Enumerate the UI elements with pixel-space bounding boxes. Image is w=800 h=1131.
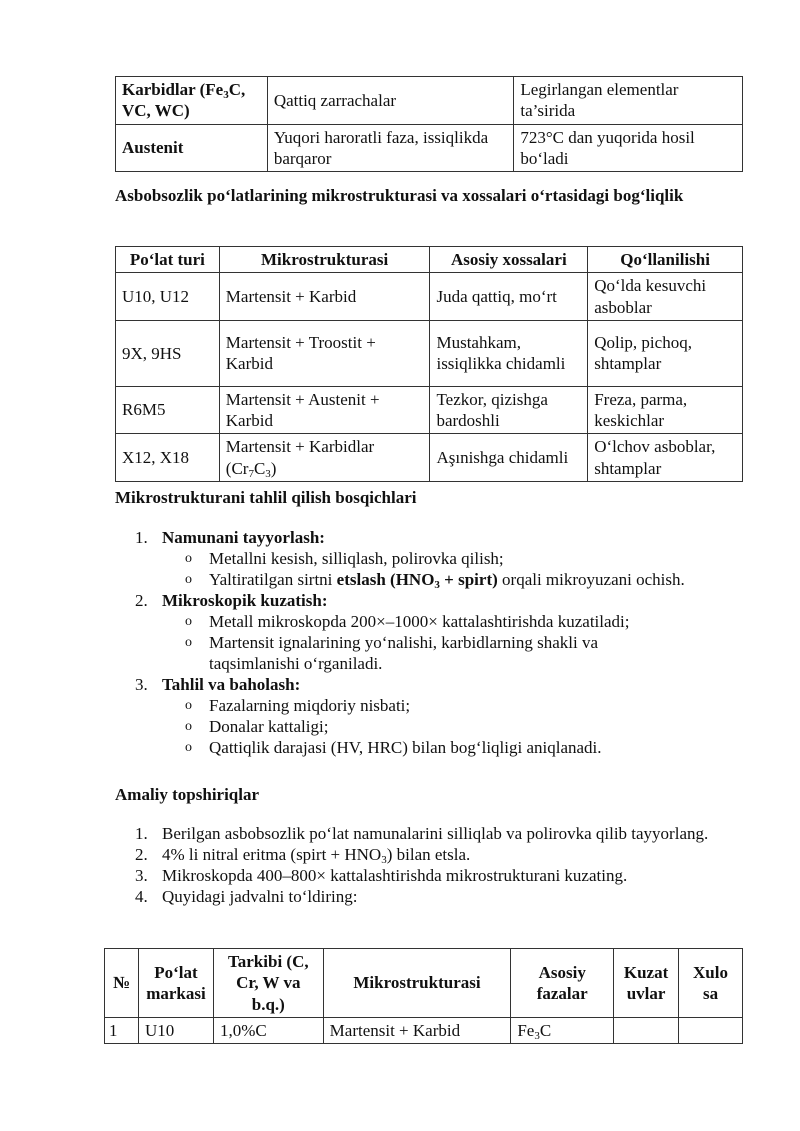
table-cell: Tezkor, qizishga bardoshli: [430, 386, 588, 434]
list-item: o Metallni kesish, silliqlash, polirovka qilish;: [185, 549, 504, 568]
table-cell: Freza, parma, keskichlar: [588, 386, 743, 434]
table-row: [116, 320, 743, 386]
table-cell: U10, U12: [116, 273, 220, 321]
sub-list: [162, 548, 755, 590]
table-cell: Yuqori haroratli faza, issiqlikda barqaror: [267, 124, 514, 172]
table-header: Mikrostrukturasi: [323, 949, 511, 1018]
tasks-list: [115, 823, 715, 907]
table-row: [116, 124, 743, 172]
table-cell: [614, 1017, 679, 1043]
table-cell: [679, 1017, 743, 1043]
table-header: №: [105, 949, 139, 1018]
sub-list: [162, 695, 755, 758]
list-item: o Fazalarning miqdoriy nisbati;: [185, 696, 411, 715]
table-row: [116, 273, 743, 321]
table-header: Po‘lat markasi: [138, 949, 213, 1018]
table-header: Asosiy xossalari: [430, 247, 588, 273]
table-cell: 9X, 9HS: [116, 320, 220, 386]
bullet-icon: o: [185, 572, 192, 587]
table-row: [116, 386, 743, 434]
list-item: o Qattiqlik darajasi (HV, HRC) bilan bog‘liqligi aniqlanadi.: [185, 738, 602, 757]
section-heading: Amaliy topshiriqlar: [115, 785, 260, 804]
table-cell: Legirlangan elementlar ta’sirida: [514, 77, 743, 125]
list-item: o Donalar kattaligi;: [185, 717, 329, 736]
table-cell: X12, X18: [116, 434, 220, 482]
steel-microstructure-table: [115, 246, 743, 482]
sub-list: [162, 611, 755, 674]
section-heading: Asbobsozlik po‘latlarining mikrostrukturasi va xossalari o‘rtasidagi bog‘liqlik: [115, 186, 684, 205]
observation-table: [104, 948, 743, 1044]
bullet-icon: o: [185, 719, 192, 734]
table-header: Xulo sa: [679, 949, 743, 1018]
bullet-icon: o: [185, 698, 192, 713]
table-header: Asosiy fazalar: [511, 949, 614, 1018]
bullet-icon: o: [185, 740, 192, 755]
list-item: 3. Tahlil va baholash: o Fazalarning miqdoriy nisbati; o Donalar kattaligi; o Qattiqlik darajasi (HV, HRC) bilan bog‘liqligi aniqlanadi.: [115, 674, 755, 758]
table-header: Kuzat uvlar: [614, 949, 679, 1018]
table-cell: 1: [105, 1017, 139, 1043]
table-cell: $Fe_3C$: [511, 1017, 614, 1043]
table-cell: Martensit + Karbid: [323, 1017, 511, 1043]
table-header-row: [116, 247, 743, 273]
table-cell: R6M5: [116, 386, 220, 434]
table-header-row: [105, 949, 743, 1018]
table-cell: Karbidlar ($Fe_3C$, VC, WC): [116, 77, 268, 125]
table-row: [105, 1017, 743, 1043]
list-item: 4. Quyidagi jadvalni to‘ldiring:: [135, 887, 358, 906]
table-header: Qo‘llanilishi: [588, 247, 743, 273]
table-header: Po‘lat turi: [116, 247, 220, 273]
table-cell: Martensit + Austenit + Karbid: [219, 386, 430, 434]
table-cell: Qo‘lda kesuvchi asboblar: [588, 273, 743, 321]
bullet-icon: o: [185, 614, 192, 629]
section-heading: Mikrostrukturani tahlil qilish bosqichlari: [115, 488, 417, 507]
table-cell: Austenit: [116, 124, 268, 172]
table-cell: Qattiq zarrachalar: [267, 77, 514, 125]
table-cell: Juda qattiq, mo‘rt: [430, 273, 588, 321]
bullet-icon: o: [185, 635, 192, 650]
list-item: 1. Berilgan asbobsozlik po‘lat namunalarini silliqlab va polirovka qilib tayyorlang.: [135, 824, 709, 843]
table-cell: 723°C dan yuqorida hosil bo‘ladi: [514, 124, 743, 172]
table-row: [116, 434, 743, 482]
table-cell: 1,0%C: [213, 1017, 323, 1043]
table-cell: O‘lchov asboblar, shtamplar: [588, 434, 743, 482]
bullet-icon: o: [185, 551, 192, 566]
list-item: o Martensit ignalarining yo‘nalishi, karbidlarning shakli va taqsimlanishi o‘rganiladi.: [185, 633, 599, 673]
table-row: [116, 77, 743, 125]
list-item: o Metall mikroskopda 200×–1000× kattalashtirishda kuzatiladi;: [185, 612, 630, 631]
table-cell: Qolip, pichoq, shtamplar: [588, 320, 743, 386]
table-header: Mikrostrukturasi: [219, 247, 430, 273]
list-item: 2. Mikroskopik kuzatish: o Metall mikroskopda 200×–1000× kattalashtirishda kuzatiladi; o Martensit ignalarining yo‘nalishi, karbidlarning shakli va taqsimlanishi o‘rganiladi.: [115, 590, 755, 674]
table-header: Tarkibi (C, Cr, W va b.q.): [213, 949, 323, 1018]
list-item: 2. 4% li nitral eritma (spirt + $HNO_3$) bilan etsla.: [135, 845, 471, 866]
phases-table: [115, 76, 743, 172]
analysis-steps-list: [115, 527, 755, 758]
list-item: o Yaltiratilgan sirtni etslash ($HNO_3$ + spirt) orqali mikroyuzani ochish.: [185, 570, 685, 591]
table-cell: U10: [138, 1017, 213, 1043]
table-cell: Aşınishga chidamli: [430, 434, 588, 482]
table-cell: Martensit + Karbid: [219, 273, 430, 321]
table-cell: Martensit + Karbidlar $(Cr_7C_3)$: [219, 434, 430, 482]
list-item: 3. Mikroskopda 400–800× kattalashtirishda mikrostrukturani kuzating.: [135, 866, 628, 885]
table-cell: Mustahkam, issiqlikka chidamli: [430, 320, 588, 386]
table-cell: Martensit + Troostit + Karbid: [219, 320, 430, 386]
list-item: 1. Namunani tayyorlash: o Metallni kesish, silliqlash, polirovka qilish; o Yaltiratilgan sirtni etslash ($HNO_3$ + spirt) orqali mikroyuzani ochish.: [115, 527, 755, 590]
